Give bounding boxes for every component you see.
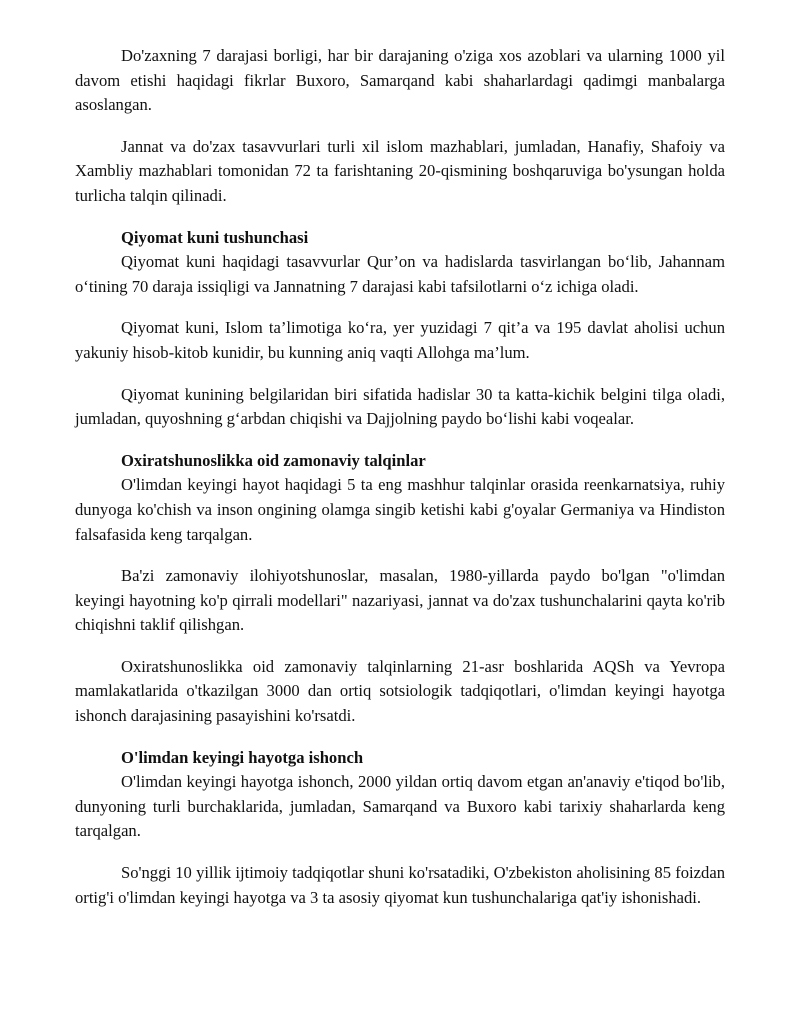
paragraph: So'nggi 10 yillik ijtimoiy tadqiqotlar shuni ko'rsatadiki, O'zbekiston aholisining 85 foizdan ortig'i o'limdan keyingi hayotga va 3 ta asosiy qiyomat kun tushunchalariga qat'iy ishonishadi. (75, 863, 725, 907)
paragraph: O'limdan keyingi hayotga ishonch, 2000 yildan ortiq davom etgan an'anaviy e'tiqod bo'lib, dunyoning turli burchaklarida, jumladan, Samarqand va Buxoro kabi tarixiy shaharlarda keng tarqalgan. (75, 772, 725, 841)
paragraph: Qiyomat kuni haqidagi tasavvurlar Qur’on va hadislarda tasvirlangan bo‘lib, Jahannam o‘tining 70 daraja issiqligi va Jannatning 7 darajasi kabi tafsilotlarni o‘z ichiga oladi. (75, 252, 725, 296)
section-heading-qiyomat-kuni: Qiyomat kuni tushunchasi (121, 227, 309, 247)
paragraph: Oxiratshunoslikka oid zamonaviy talqinlarning 21-asr boshlarida AQSh va Yevropa mamlakatlarida o'tkazilgan 3000 dan ortiq sotsiologik tadqiqotlari, o'limdan keyingi hayotga ishonch darajasining pasayishini ko'rsatdi. (75, 656, 725, 726)
section-heading-oxiratshunoslik: Oxiratshunoslikka oid zamonaviy talqinlar (121, 450, 426, 470)
paragraph: Qiyomat kunining belgilaridan biri sifatida hadislar 30 ta katta-kichik belgini tilga oladi, jumladan, quyoshning g‘arbdan chiqishi va Dajjolning paydo bo‘lishi kabi voqealar. (75, 384, 725, 429)
paragraph: Qiyomat kuni, Islom ta’limotiga ko‘ra, yer yuzidagi 7 qit’a va 195 davlat aholisi uchun yakuniy hisob-kitob kunidir, bu kunning aniq vaqti Allohga ma’lum. (75, 318, 725, 362)
paragraph: O'limdan keyingi hayot haqidagi 5 ta eng mashhur talqinlar orasida reenkarnatsiya, ruhiy dunyoga ko'chish va inson ongining olamga singib ketishi kabi g'oyalar Germaniya va Hindiston falsafasida keng tarqalgan. (75, 475, 725, 544)
paragraph-intro-1: Do'zaxning 7 darajasi borligi, har bir darajaning o'ziga xos azoblari va ularning 1000 yil davom etishi haqidagi fikrlar Buxoro, Samarqand kabi shaharlardagi qadimgi manbalarga asoslangan. (75, 46, 725, 115)
paragraph: Ba'zi zamonaviy ilohiyotshunoslar, masalan, 1980-yillarda paydo bo'lgan "o'limdan keyingi hayotning ko'p qirrali modellari" nazariyasi, jannat va do'zax tushunchalarini qayta ko'rib chiqishni taklif qilishgan. (75, 566, 725, 635)
paragraph-intro-2: Jannat va do'zax tasavvurlari turli xil islom mazhablari, jumladan, Hanafiy, Shafoiy va Xambliy mazhablari tomonidan 72 ta farishtaning 20-qismining boshqaruviga bo'ysungan holda turlicha talqin qilinadi. (75, 136, 725, 205)
section-heading-olimdan-keyingi-hayot: O'limdan keyingi hayotga ishonch (121, 747, 364, 767)
